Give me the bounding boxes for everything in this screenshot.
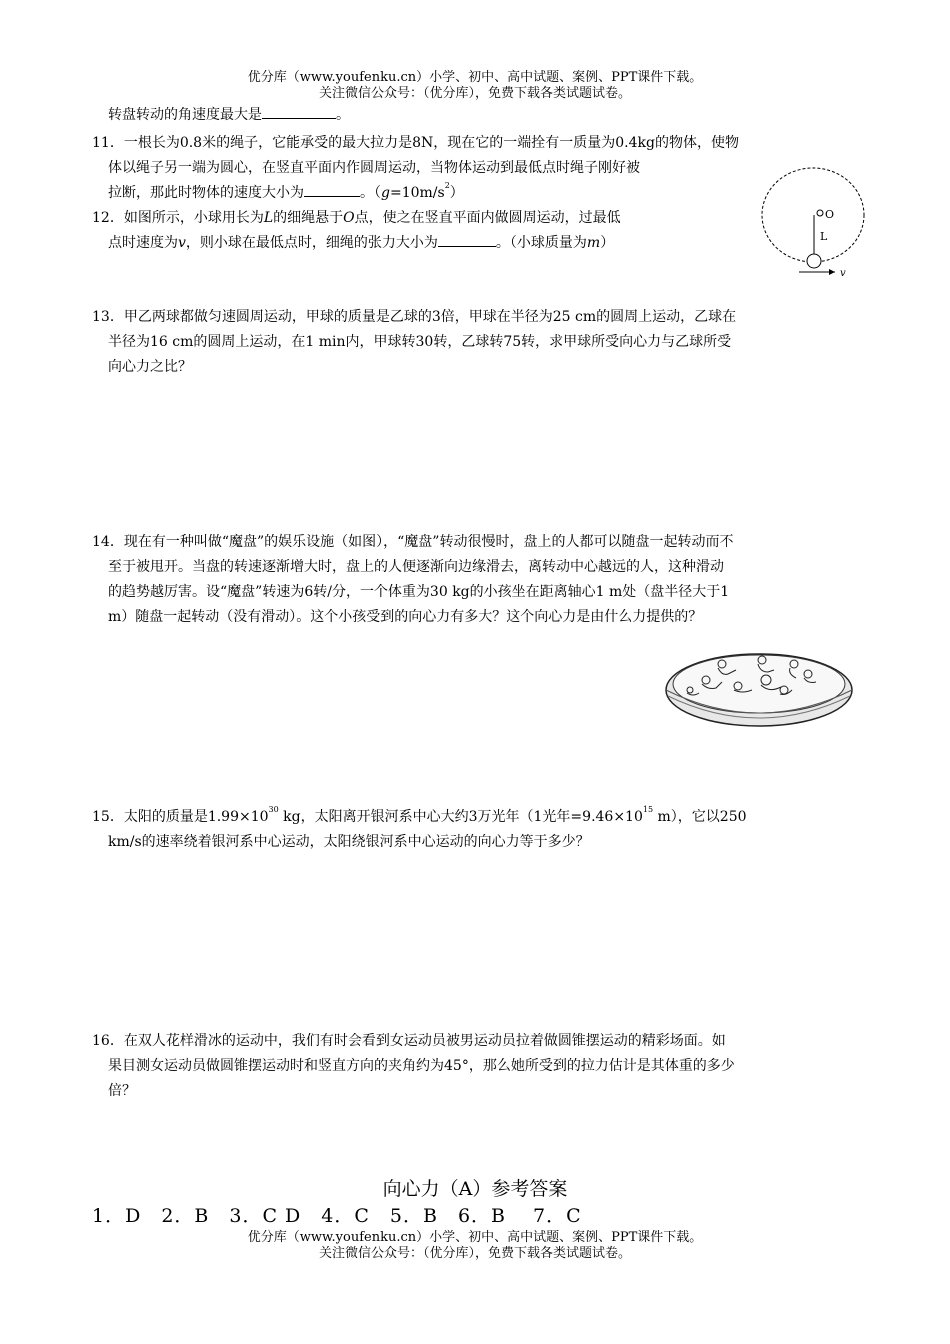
q10-answer-blank — [262, 103, 336, 119]
q11-line-1: 11．一根长为0.8米的绳子，它能承受的最大拉力是8N，现在它的一端拴有一质量为0.4kg的物体，使物 — [92, 135, 739, 151]
q14-line-1: 14．现在有一种叫做“魔盘”的娱乐设施（如图），“魔盘”转动很慢时，盘上的人都可以随盘一起转动而不 — [92, 534, 734, 550]
q14-line-2: 至于被甩开。当盘的转速逐渐增大时，盘上的人便逐渐向边缘滑去，离转动中心越远的人，这种滑动 — [108, 559, 724, 575]
disc-surface — [673, 655, 845, 713]
magic-disc-figure — [662, 640, 856, 732]
header-line-1: 优分库（www.youfenku.cn）小学、初中、高中试题、案例、PPT课件下载。 — [247, 70, 703, 85]
q12-L-symbol: L — [263, 210, 274, 226]
q15-exponent-2: 15 — [642, 805, 654, 814]
q12-text-g: ） — [600, 235, 615, 251]
q15-text-b: kg，太阳离开银河系中心大约3万光年（1光年=9.46×10 — [278, 809, 643, 825]
q11-text-c: =10m/s — [389, 185, 445, 201]
q11-superscript: 2 — [444, 181, 450, 190]
q12-line-2 — [108, 231, 614, 256]
q16-line-3: 倍？ — [108, 1083, 136, 1099]
q15-text-a: 15．太阳的质量是1.99×10 — [92, 809, 269, 825]
q11-line-3 — [108, 181, 464, 206]
q12-v-symbol: v — [178, 235, 186, 251]
q12-O-symbol: O — [343, 210, 355, 226]
q15-line-2: km/s的速率绕着银河系中心运动，太阳绕银河系中心运动的向心力等于多少？ — [108, 834, 590, 850]
q12-line-1 — [92, 206, 621, 231]
answers-line: 1．D 2．B 3．C D 4．C 5．B 6．B 7．C — [92, 1205, 582, 1227]
q12-text-a: 12．如图所示，小球用长为 — [92, 210, 264, 226]
q11-g-symbol: g — [381, 185, 390, 201]
q11-text-a: 拉断，那此时物体的速度大小为 — [108, 185, 304, 201]
q11-answer-blank — [304, 181, 360, 197]
velocity-arrowhead — [829, 269, 835, 275]
q14-line-3: 的趋势越厉害。设“魔盘”转速为6转/分，一个体重为30 kg的小孩坐在距离轴心1 m处（盘半径大于1 — [108, 584, 730, 600]
q12-m-symbol: m — [586, 235, 601, 251]
q16-line-1: 16．在双人花样滑冰的运动中，我们有时会看到女运动员被男运动员拉着做圆锥摆运动的精彩场面。如 — [92, 1033, 726, 1049]
q12-answer-blank — [438, 231, 496, 247]
q10-text: 转盘转动的角速度最大是 — [108, 107, 262, 123]
q11-line-2: 体以绳子另一端为圆心，在竖直平面内作圆周运动，当物体运动到最低点时绳子刚好被 — [108, 160, 640, 176]
q14-line-4: m）随盘一起转动（没有滑动）。这个小孩受到的向心力有多大？这个向心力是由什么力提供的？ — [108, 609, 703, 625]
q10-tail — [108, 103, 350, 128]
q16-line-2: 果目测女运动员做圆锥摆运动时和竖直方向的夹角约为45°，那么她所受到的拉力估计是其体重的多少 — [108, 1058, 735, 1074]
vertical-circle-figure — [755, 162, 875, 284]
q12-text-e: ，则小球在最低点时，细绳的张力大小为 — [185, 235, 438, 251]
pivot-point-O — [817, 210, 823, 216]
q11-text-b: 。（ — [360, 185, 381, 201]
label-L: L — [820, 230, 828, 243]
q15-line-1 — [92, 805, 747, 830]
q12-text-b: 的细绳悬于 — [273, 210, 344, 226]
q11-text-d: ） — [449, 185, 464, 201]
answers-title: 向心力（A）参考答案 — [382, 1178, 568, 1200]
label-v: v — [840, 268, 846, 279]
ball — [807, 254, 821, 268]
footer-line-2: 关注微信公众号：（优分库），免费下载各类试题试卷。 — [318, 1246, 631, 1261]
q13-line-3: 向心力之比？ — [108, 359, 192, 375]
footer-line-1: 优分库（www.youfenku.cn）小学、初中、高中试题、案例、PPT课件下载。 — [247, 1230, 703, 1245]
q12-text-c: 点，使之在竖直平面内做圆周运动，过最低 — [354, 210, 621, 226]
header-line-2: 关注微信公众号：（优分库），免费下载各类试题试卷。 — [318, 86, 631, 101]
circular-path — [762, 168, 864, 262]
q15-exponent-1: 30 — [268, 805, 279, 814]
q13-line-2: 半径为16 cm的圆周上运动，在1 min内，甲球转30转，乙球转75转，求甲球所受向心力与乙球所受 — [108, 334, 732, 350]
q12-text-d: 点时速度为 — [108, 235, 178, 251]
q10-end: 。 — [336, 107, 350, 123]
q15-text-c: m），它以250 — [653, 809, 747, 825]
q13-line-1: 13．甲乙两球都做匀速圆周运动，甲球的质量是乙球的3倍，甲球在半径为25 cm的圆周上运动，乙球在 — [92, 309, 737, 325]
label-O: O — [825, 208, 835, 221]
q12-text-f: 。（小球质量为 — [495, 235, 587, 251]
